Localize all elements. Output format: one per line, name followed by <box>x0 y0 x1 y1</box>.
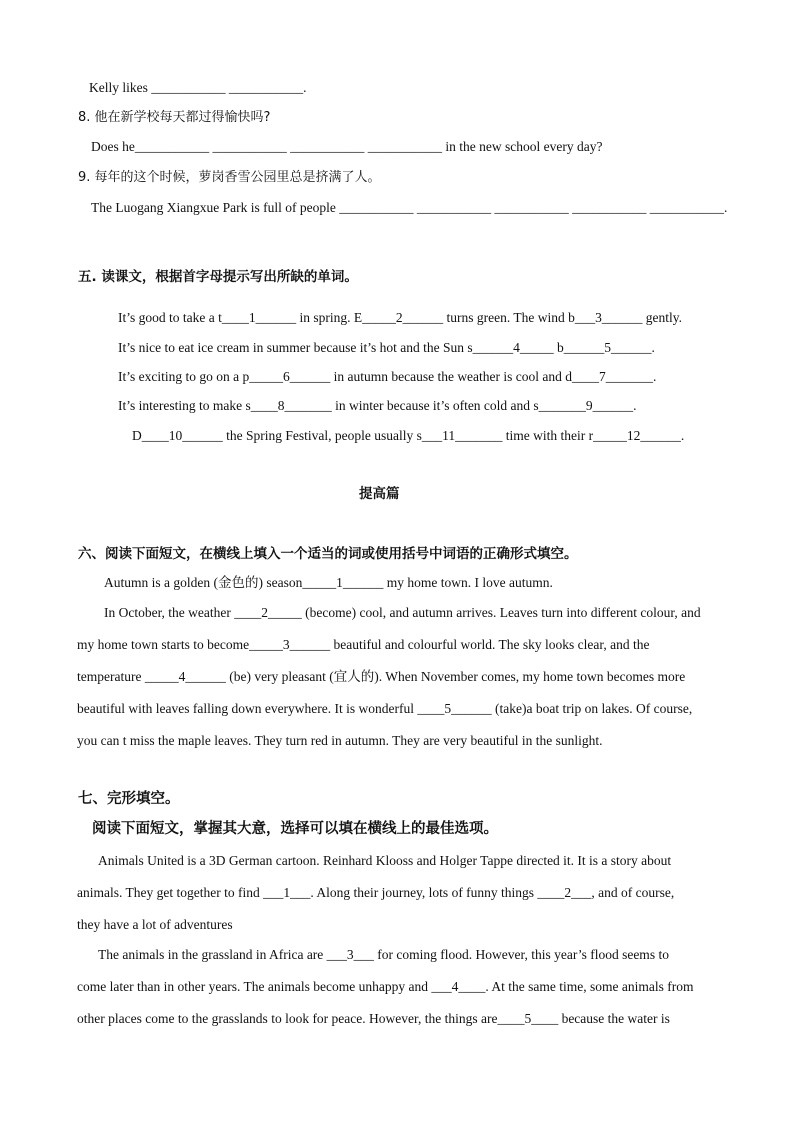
section-6-line-4: temperature _____4______ (be) very pleasant (宜人的). When November comes, my home town becomes more <box>77 669 686 684</box>
section-6-title: 六、阅读下面短文，在横线上填入一个适当的词或使用括号中词语的正确形式填空。 <box>78 546 578 562</box>
question-8-prompt: 8. 他在新学校每天都过得愉快吗? <box>78 110 271 125</box>
section-6-line-5: beautiful with leaves falling down everywhere. It is wonderful ____5______ (take)a boat trip on lakes. Of course, <box>77 701 693 716</box>
section-5-line-3: It’s exciting to go on a p_____6______ in autumn because the weather is cool and d____7_______. <box>118 369 657 384</box>
section-5-line-2: It’s nice to eat ice cream in summer because it’s hot and the Sun s______4_____ b______5______. <box>118 340 655 355</box>
section-6-line-6: you can t miss the maple leaves. They turn red in autumn. They are very beautiful in the sunlight. <box>77 733 603 748</box>
section-7-line-1: Animals United is a 3D German cartoon. Reinhard Klooss and Holger Tappe directed it. It is a story about <box>98 853 672 868</box>
question-9-prompt: 9. 每年的这个时候，萝岗香雪公园里总是挤满了人。 <box>78 170 381 185</box>
section-7-line-5: come later than in other years. The animals become unhappy and ___4____. At the same time, some animals from <box>77 979 694 994</box>
question-8-answer-line: Does he___________ ___________ ___________ ___________ in the new school every day? <box>91 139 603 154</box>
advanced-heading: 提高篇 <box>359 486 400 502</box>
section-7-subtitle: 阅读下面短文，掌握其大意，选择可以填在横线上的最佳选项。 <box>92 821 498 837</box>
section-6-line-2: In October, the weather ____2_____ (become) cool, and autumn arrives. Leaves turn into different colour, and <box>104 605 701 620</box>
section-5-title: 五. 读课文，根据首字母提示写出所缺的单词。 <box>78 269 358 285</box>
section-5-line-4: It’s interesting to make s____8_______ in winter because it’s often cold and s_______9______. <box>118 398 637 413</box>
section-6-line-1: Autumn is a golden (金色的) season_____1______ my home town. I love autumn. <box>104 575 553 590</box>
section-7-line-2: animals. They get together to find ___1___. Along their journey, lots of funny things ____2___, and of course, <box>77 885 675 900</box>
question-9-answer-line: The Luogang Xiangxue Park is full of people ___________ ___________ ___________ ___________ ___________. <box>91 200 728 215</box>
section-5-line-1: It’s good to take a t____1______ in spring. E_____2______ turns green. The wind b___3______ gently. <box>118 310 682 325</box>
section-7-line-6: other places come to the grasslands to look for peace. However, the things are____5____ because the water is <box>77 1011 670 1026</box>
section-7-title: 七、完形填空。 <box>78 791 180 807</box>
section-6-line-3: my home town starts to become_____3______ beautiful and colourful world. The sky looks clear, and the <box>77 637 650 652</box>
section-7-line-3: they have a lot of adventures <box>77 917 233 932</box>
section-7-line-4: The animals in the grassland in Africa are ___3___ for coming flood. However, this year’s flood seems to <box>98 947 669 962</box>
kelly-likes-line: Kelly likes ___________ ___________. <box>89 80 307 95</box>
section-5-line-5: D____10______ the Spring Festival, people usually s___11_______ time with their r_____12______. <box>132 428 685 443</box>
